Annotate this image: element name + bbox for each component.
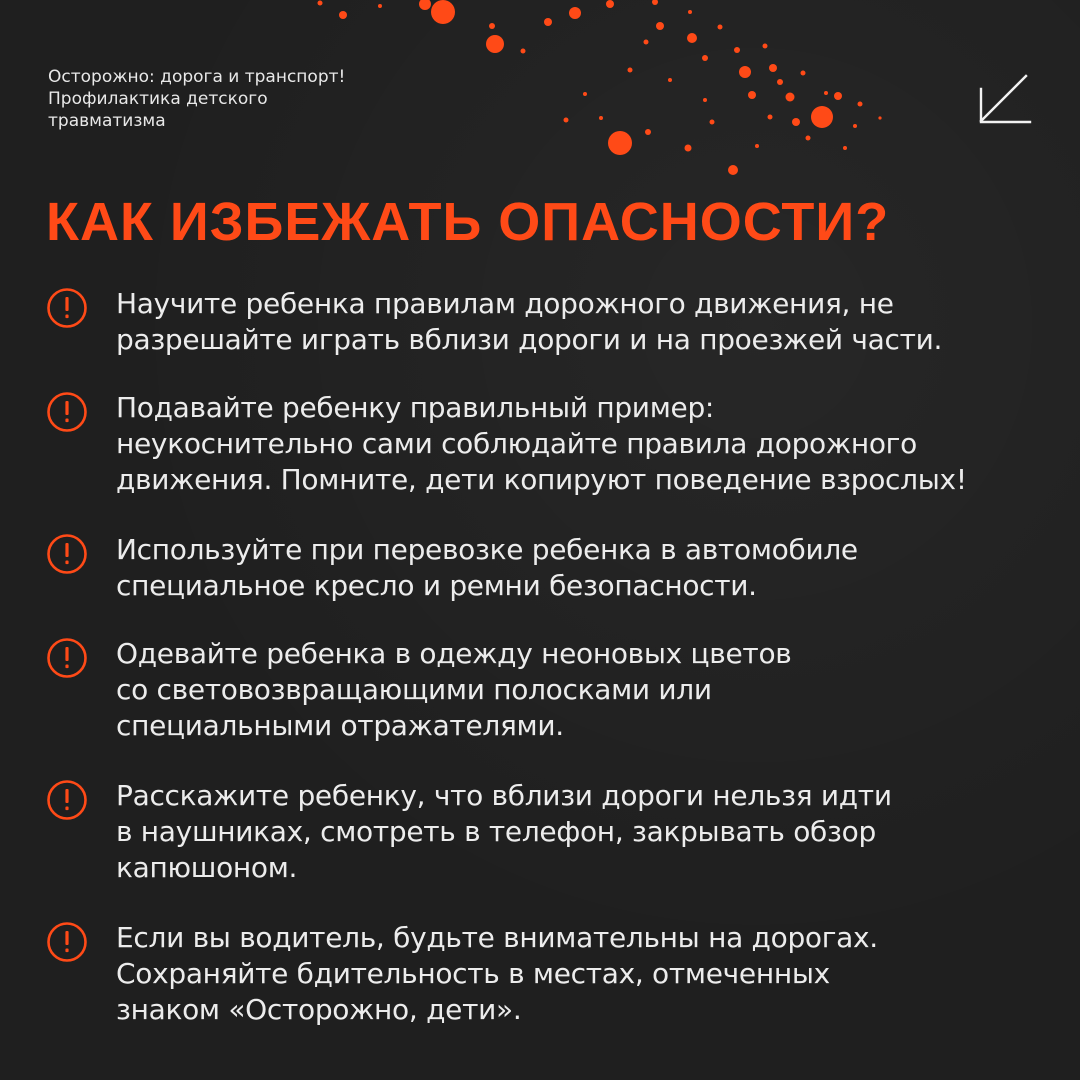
tip-line: Используйте при перевозке ребенка в автомобиле [116, 533, 858, 566]
tip-line: специальными отражателями. [116, 709, 564, 742]
tip-line: специальное кресло и ремни безопасности. [116, 569, 757, 602]
tip-line: разрешайте играть вблизи дороги и на проезжей части. [116, 323, 943, 356]
tip-line: капюшоном. [116, 851, 298, 884]
tip-line: Подавайте ребенку правильный пример: [116, 391, 715, 424]
exclamation-circle-icon [46, 637, 88, 679]
tip-text [116, 636, 1061, 744]
subtitle-line: Осторожно: дорога и транспорт! [48, 67, 346, 87]
headline: КАК ИЗБЕЖАТЬ ОПАСНОСТИ? [46, 192, 890, 252]
tip-text [116, 286, 1061, 358]
tip-line: Если вы водитель, будьте внимательны на дорогах. [116, 921, 878, 954]
tip-line: неукоснительно сами соблюдайте правила дорожного [116, 427, 917, 460]
tip-text [116, 920, 1061, 1028]
exclamation-circle-icon [46, 287, 88, 329]
exclamation-circle-icon [46, 533, 88, 575]
tip-text [116, 390, 1061, 498]
subtitle [48, 66, 468, 132]
subtitle-line: Профилактика детского [48, 89, 268, 109]
tip-text [116, 532, 1061, 604]
tip-line: Сохраняйте бдительность в местах, отмеченных [116, 957, 830, 990]
tip-line: движения. Помните, дети копируют поведение взрослых! [116, 463, 967, 496]
subtitle-line: травматизма [48, 111, 166, 131]
tip-text [116, 778, 1061, 886]
tip-line: Одевайте ребенка в одежду неоновых цветов [116, 637, 792, 670]
exclamation-circle-icon [46, 921, 88, 963]
tip-line: Научите ребенка правилам дорожного движения, не [116, 287, 894, 320]
tip-line: знаком «Осторожно, дети». [116, 993, 522, 1026]
tip-line: в наушниках, смотреть в телефон, закрывать обзор [116, 815, 876, 848]
tip-line: со световозвращающими полосками или [116, 673, 712, 706]
arrow-down-left-icon [976, 72, 1032, 128]
exclamation-circle-icon [46, 391, 88, 433]
exclamation-circle-icon [46, 779, 88, 821]
tip-line: Расскажите ребенку, что вблизи дороги нельзя идти [116, 779, 892, 812]
